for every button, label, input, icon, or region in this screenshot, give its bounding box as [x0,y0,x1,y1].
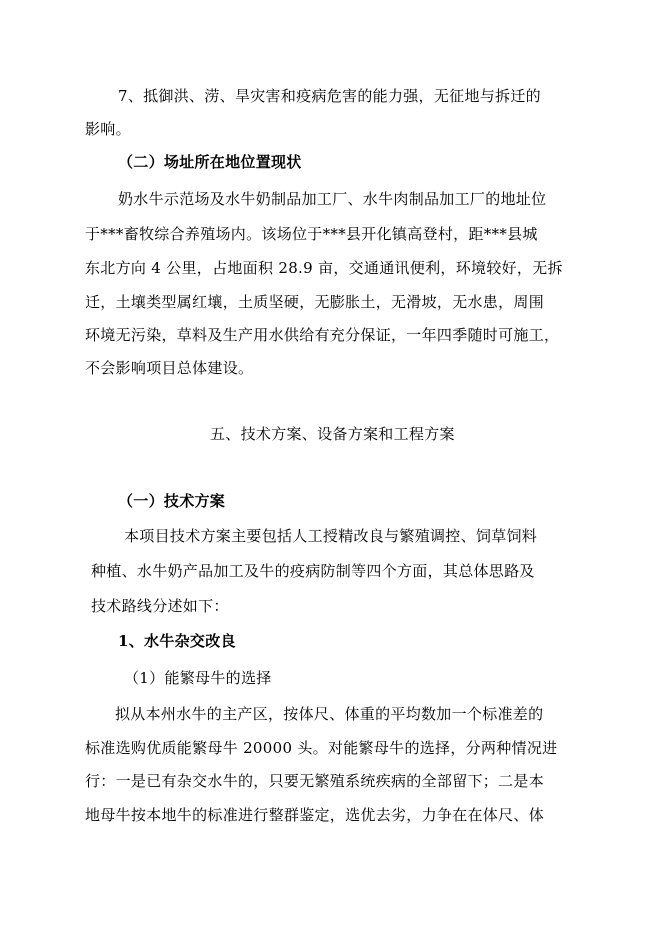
subsection-1-paragraph-line: 标准选购优质能繁母牛 20000 头。对能繁母牛的选择，分两种情况进 [85,739,558,757]
item-7-line-2: 影响。 [85,120,131,138]
subsection-1-item-heading: （1）能繁母牛的选择 [124,669,272,687]
tech-paragraph-line: 种植、水牛奶产品加工及牛的疫病防制等四个方面，其总体思路及 [91,562,535,580]
section-2-paragraph-line: 东北方向 4 公里，占地面积 28.9 亩，交通通讯便利，环境较好，无拆 [85,259,563,277]
section-2-paragraph-line: 奶水牛示范场及水牛奶制品加工厂、水牛肉制品加工厂的地址位 [118,190,547,208]
tech-paragraph-line: 技术路线分述如下： [91,597,229,615]
chapter-5-title: 五、技术方案、设备方案和工程方案 [210,425,455,443]
section-2-paragraph-line: 于***畜牧综合养殖场内。该场位于***县开化镇高登村，距***县城 [85,225,538,243]
subsection-1-paragraph-line: 地母牛按本地牛的标准进行整群鉴定，选优去劣，力争在在体尺、体 [85,806,545,824]
subsection-1-paragraph-line: 拟从本州水牛的主产区，按体尺、体重的平均数加一个标准差的 [115,705,544,723]
tech-paragraph-line: 本项目技术方案主要包括人工授精改良与繁殖调控、饲草饲料 [124,527,538,545]
section-2-paragraph-line: 不会影响项目总体建设。 [85,359,254,377]
subsection-1-heading: 1、水牛杂交改良 [118,632,236,650]
section-2-paragraph-line: 环境无污染，草料及生产用水供给有充分保证，一年四季随时可施工， [85,326,560,344]
tech-section-heading: （一）技术方案 [118,492,226,510]
section-2-paragraph-line: 迁，土壤类型属红壤，土质坚硬，无膨胀土，无滑坡，无水患，周围 [85,293,545,311]
section-2-heading: （二）场址所在地位置现状 [118,153,302,171]
subsection-1-paragraph-line: 行：一是已有杂交水牛的，只要无繁殖系统疾病的全部留下；二是本 [85,772,545,790]
item-7-line-1: 7、抵御洪、涝、旱灾害和疫病危害的能力强，无征地与拆迁的 [118,87,541,105]
